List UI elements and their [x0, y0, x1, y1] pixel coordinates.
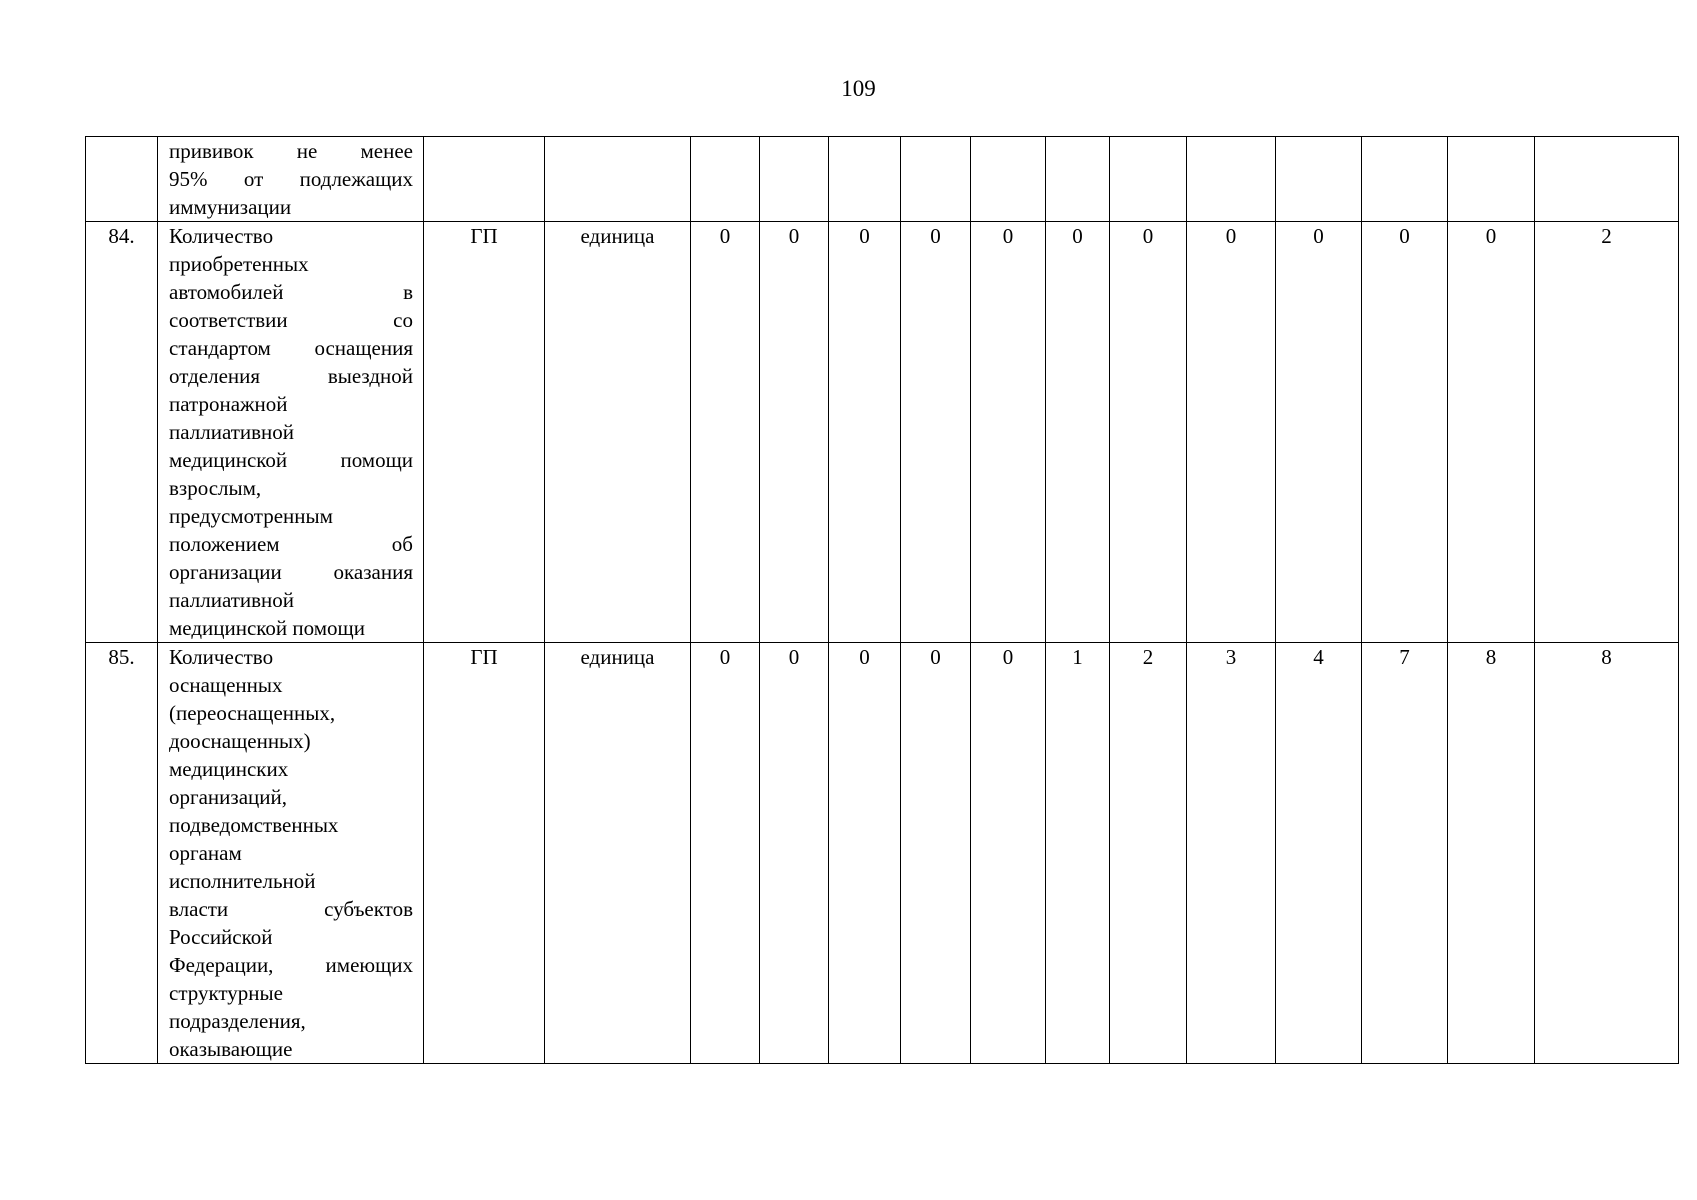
value-cell: [1187, 137, 1276, 222]
name-line: исполнительной: [169, 869, 316, 893]
name-line: приобретенных: [169, 252, 309, 276]
name-line: (переоснащенных,: [169, 701, 336, 725]
table-row: [86, 643, 1679, 1064]
name-line: взрослым,: [169, 476, 262, 500]
value-cell: 0: [901, 643, 971, 1064]
name-line: органам: [169, 841, 242, 865]
value-cell: 0: [971, 643, 1046, 1064]
source-cell: ГП: [424, 222, 545, 643]
name-line: паллиативной: [169, 588, 295, 612]
row-number: [86, 137, 158, 222]
value-cell: [1046, 137, 1110, 222]
value-cell: [691, 137, 760, 222]
name-line: патронажной: [169, 392, 288, 416]
value-cell: 1: [1046, 643, 1110, 1064]
value-cell: 0: [760, 643, 829, 1064]
table-row: [86, 137, 1679, 222]
value-cell: [1362, 137, 1448, 222]
value-cell: [829, 137, 901, 222]
name-line: Российской: [169, 925, 273, 949]
value-cell: 7: [1362, 643, 1448, 1064]
unit-cell: единица: [545, 643, 691, 1064]
name-line: положением об: [169, 532, 413, 556]
value-cell: [901, 137, 971, 222]
value-cell: [1535, 137, 1679, 222]
name-line: стандартом оснащения: [169, 336, 413, 360]
name-line: медицинской помощи: [169, 616, 365, 640]
source-cell: ГП: [424, 643, 545, 1064]
indicator-name: [158, 137, 424, 222]
value-cell: 4: [1276, 643, 1362, 1064]
value-cell: [971, 137, 1046, 222]
value-cell: 0: [829, 222, 901, 643]
name-line: паллиативной: [169, 420, 295, 444]
unit-cell: единица: [545, 222, 691, 643]
name-line: организаций,: [169, 785, 287, 809]
value-cell: 0: [1276, 222, 1362, 643]
value-cell: 0: [971, 222, 1046, 643]
name-line: 95% от подлежащих: [169, 167, 413, 191]
table-row: [86, 222, 1679, 643]
value-cell: [1110, 137, 1187, 222]
value-cell: 3: [1187, 643, 1276, 1064]
value-cell: 0: [1110, 222, 1187, 643]
value-cell: 0: [691, 643, 760, 1064]
name-line: отделения выездной: [169, 364, 413, 388]
name-line: автомобилей в: [169, 280, 413, 304]
name-line: оснащенных: [169, 673, 283, 697]
name-line: организации оказания: [169, 560, 413, 584]
name-line: Федерации, имеющих: [169, 953, 413, 977]
name-line: медицинской помощи: [169, 448, 413, 472]
value-cell: 8: [1448, 643, 1535, 1064]
value-cell: 2: [1535, 222, 1679, 643]
page-number: 109: [841, 76, 876, 101]
value-cell: [1448, 137, 1535, 222]
value-cell: 8: [1535, 643, 1679, 1064]
value-cell: 2: [1110, 643, 1187, 1064]
name-line: структурные: [169, 981, 283, 1005]
value-cell: 0: [1362, 222, 1448, 643]
unit-cell: [545, 137, 691, 222]
name-line: оказывающие: [169, 1037, 293, 1061]
name-line: подразделения,: [169, 1009, 306, 1033]
name-line: иммунизации: [169, 195, 292, 219]
value-cell: [1276, 137, 1362, 222]
value-cell: 0: [1448, 222, 1535, 643]
row-number: 85.: [86, 643, 158, 1064]
value-cell: 0: [691, 222, 760, 643]
name-line: соответствии со: [169, 308, 413, 332]
source-cell: [424, 137, 545, 222]
name-line: Количество: [169, 224, 274, 248]
name-line: предусмотренным: [169, 504, 333, 528]
row-number: 84.: [86, 222, 158, 643]
value-cell: 0: [1046, 222, 1110, 643]
name-line: Количество: [169, 645, 274, 669]
name-line: дооснащенных): [169, 729, 311, 753]
name-line: подведомственных: [169, 813, 339, 837]
indicator-name: [158, 222, 424, 643]
name-line: прививок не менее: [169, 139, 413, 163]
indicators-table: [85, 136, 1679, 1064]
indicator-name: [158, 643, 424, 1064]
value-cell: 0: [760, 222, 829, 643]
name-line: медицинских: [169, 757, 289, 781]
name-line: власти субъектов: [169, 897, 413, 921]
value-cell: [760, 137, 829, 222]
value-cell: 0: [901, 222, 971, 643]
value-cell: 0: [1187, 222, 1276, 643]
value-cell: 0: [829, 643, 901, 1064]
